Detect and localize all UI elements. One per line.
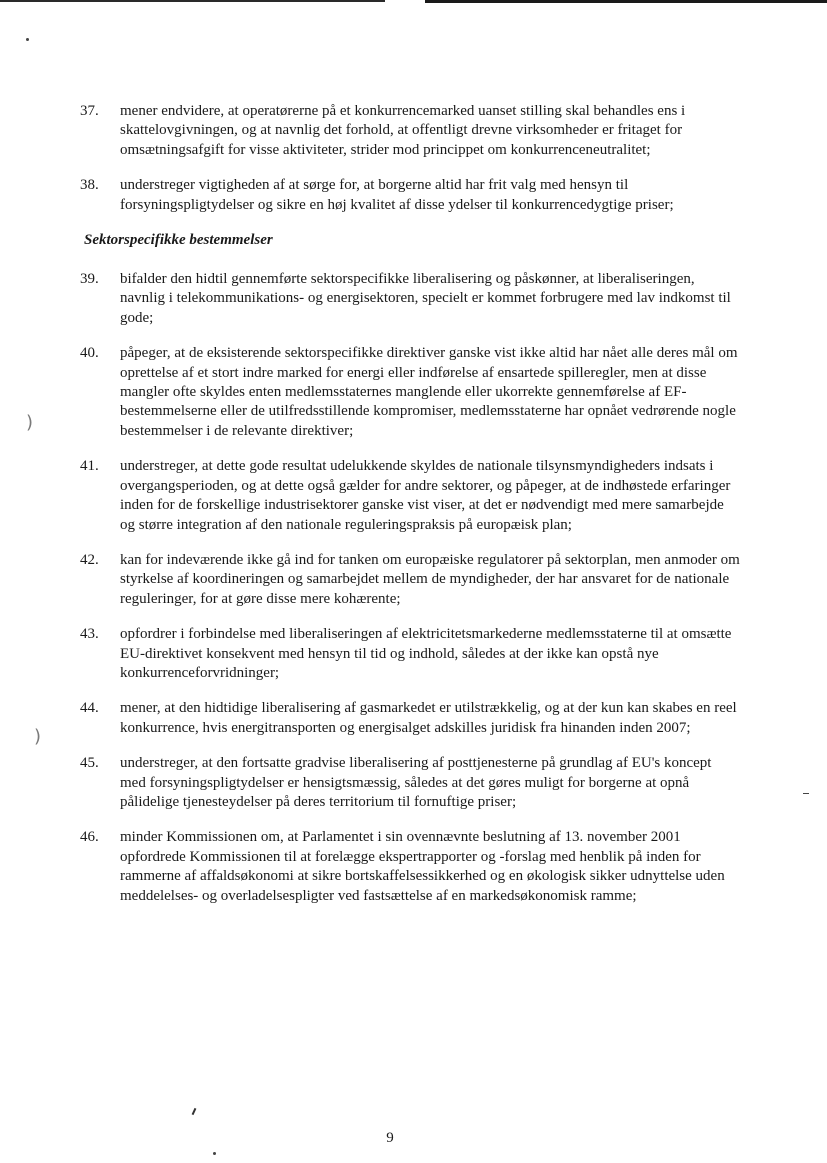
paragraph-text: bifalder den hidtil gennemførte sektorspecifikke liberalisering og påskønner, at liberaliseringen, navnlig i telekommunikations- og energisektoren, specielt er kommet forbrugere med lav indkomst til gode; xyxy=(120,271,731,326)
punch-hole-mark-lower: ) xyxy=(34,726,42,747)
scan-speck xyxy=(26,38,29,41)
paragraph-item xyxy=(80,551,740,609)
page-number: 9 xyxy=(386,1130,394,1146)
paragraph-item xyxy=(80,457,740,535)
top-edge-rule-right xyxy=(425,0,827,3)
paragraph-text: minder Kommissionen om, at Parlamentet i sin ovennævnte beslutning af 13. november 2001 opfordrede Kommissionen til at forelægge ekspertrapporter og -forslag med henblik på inden for rammerne af affaldsøkonomi at sikre bortskaffelsessikkerhed og en økologisk sikker udnyttelse uden meddelelses- og overladelsespligter ved fastsættelse af en markedsøkonomisk ramme; xyxy=(120,829,725,904)
paragraph-number: 43. xyxy=(80,626,99,643)
punch-hole-mark-upper: ) xyxy=(26,412,34,433)
paragraph-item xyxy=(80,344,740,441)
paragraph-text: understreger, at dette gode resultat udelukkende skyldes de nationale tilsynsmyndigheders indsats i overgangsperioden, og at dette også gælder for andre sektorer, og påpeger, at de indhøstede erfaringer inden for de forskellige industrisektorer ganske vist viser, at det er nødvendigt med mere samarbejde og større integration af den nationale reguleringspraksis på europæisk plan; xyxy=(120,458,731,533)
top-edge-rule-left xyxy=(0,0,385,2)
paragraph-number: 45. xyxy=(80,755,99,772)
paragraph-text: opfordrer i forbindelse med liberaliseringen af elektricitetsmarkederne medlemsstaterne til at omsætte EU-direktivet konsekvent med hensyn til tid og indhold, således at der ikke kan opstå nye konkurrenceforvridninger; xyxy=(120,626,732,681)
document-body xyxy=(80,102,740,922)
scan-tick xyxy=(192,1108,197,1115)
paragraph-item xyxy=(80,699,740,738)
paragraph-text: mener endvidere, at operatørerne på et konkurrencemarked uanset stilling skal behandles ens i skattelovgivningen, og at navnlig det forhold, at offentligt drevne virksomheder er fritaget for omsætningsafgift for visse aktiviteter, strider mod princippet om konkurrenceneutralitet; xyxy=(120,103,686,158)
paragraph-item xyxy=(80,176,740,215)
section-heading: Sektorspecifikke bestemmelser xyxy=(84,232,273,249)
paragraph-item xyxy=(80,102,740,160)
paragraph-number: 42. xyxy=(80,551,99,568)
paragraph-number: 39. xyxy=(80,271,99,288)
paragraph-item xyxy=(80,828,740,906)
paragraph-number: 40. xyxy=(80,345,99,362)
paragraph-item xyxy=(80,270,740,328)
paragraph-number: 38. xyxy=(80,177,99,194)
paragraph-item xyxy=(80,754,740,812)
paragraph-number: 44. xyxy=(80,700,99,717)
paragraph-text: påpeger, at de eksisterende sektorspecifikke direktiver ganske vist ikke altid har nået alle deres mål om oprettelse af et stort indre marked for energi eller indførelse af ensartede spilleregler, men at disse mangler ofte skyldes enten medlemsstaternes manglende eller ukorrekte gennemførelse af EF-bestemmelserne eller de utilfredsstillende kompromiser, medlemsstaterne har opnået vedrørende nogle bestemmelser i de relevante direktiver; xyxy=(120,345,738,439)
paragraph-number: 37. xyxy=(80,103,99,119)
paragraph-item xyxy=(80,625,740,683)
paragraph-text: understreger, at den fortsatte gradvise liberalisering af posttjenesterne på grundlag af EU's koncept med forsyningspligtydelser er hensigtsmæssig, således at det gøres muligt for borgerne at opnå pålidelige tjenesteydelser på deres territorium til fornuftige priser; xyxy=(120,755,712,810)
paragraph-text: understreger vigtigheden af at sørge for, at borgerne altid har frit valg med hensyn til forsyningspligtydelser og sikre en høj kvalitet af disse ydelser til konkurrencedygtige priser; xyxy=(120,177,674,213)
paragraph-number: 41. xyxy=(80,458,99,475)
paragraph-number: 46. xyxy=(80,829,99,846)
scan-dash xyxy=(803,793,809,794)
paragraph-text: kan for indeværende ikke gå ind for tanken om europæiske regulatorer på sektorplan, men anmoder om styrkelse af koordineringen og samarbejdet mellem de myndigheder, der har ansvaret for de nationale reguleringer, for at gøre disse mere kohærente; xyxy=(120,551,740,607)
paragraph-text: mener, at den hidtidige liberalisering af gasmarkedet er utilstrækkelig, og at der kun kan skabes en reel konkurrence, hvis energitransporten og energisalget adskilles juridisk fra hinanden inden 2007; xyxy=(120,700,737,736)
scan-speck-bottom xyxy=(213,1152,216,1155)
